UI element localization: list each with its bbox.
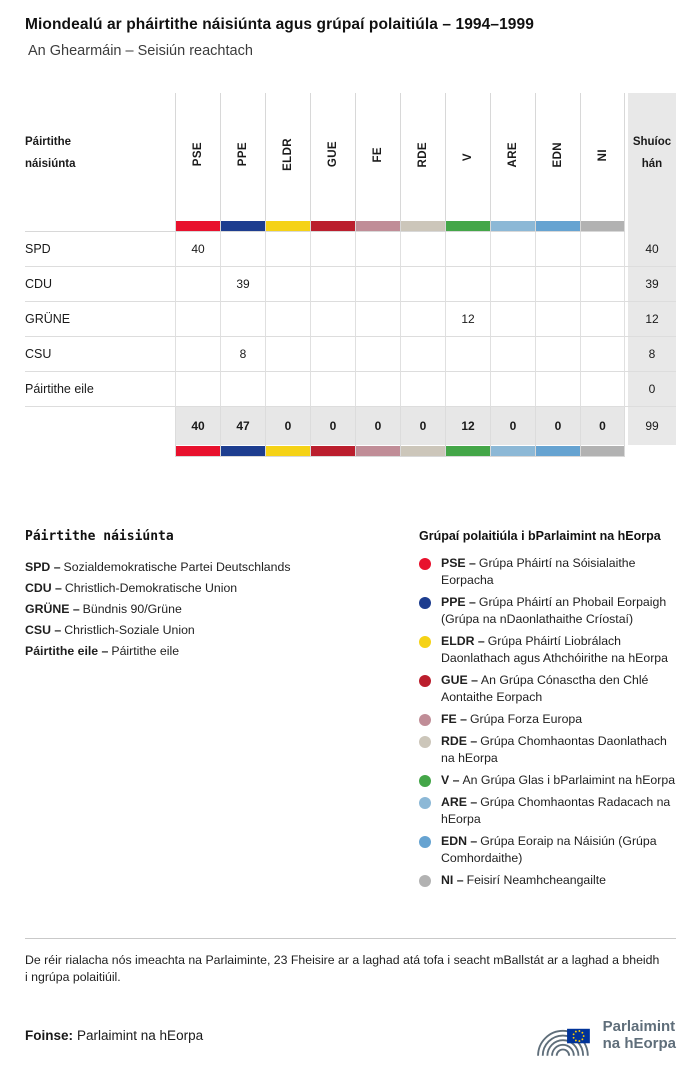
- group-color-bar-edn: [536, 446, 580, 456]
- seat-value-cell: [490, 372, 535, 407]
- column-header-edn: [535, 93, 580, 221]
- group-total-cell: 0: [400, 407, 445, 445]
- group-color-bar-gue: [311, 446, 355, 456]
- source-label: Foinse:: [25, 1027, 74, 1043]
- party-legend-desc: Sozialdemokratische Partei Deutschlands: [63, 560, 291, 574]
- group-legend-abbr: RDE –: [441, 734, 478, 748]
- column-header-eldr: [265, 93, 310, 221]
- party-legend-abbr: CSU –: [25, 623, 62, 637]
- group-legend-desc: Grúpa Chomhaontas Radacach na hEorpa: [441, 795, 671, 826]
- column-header-label: NI: [596, 148, 609, 161]
- source-line: [25, 1028, 203, 1043]
- party-legend-item: [25, 620, 397, 641]
- seat-value-cell: [490, 232, 535, 267]
- legend-parties-title: Páirtithe náisiúnta: [25, 529, 174, 544]
- column-header-label: ELDR: [282, 138, 294, 171]
- group-legend-item: [419, 772, 677, 789]
- column-header-label: V: [462, 152, 474, 161]
- group-color-bar-cell: [310, 445, 355, 457]
- group-legend-text: [441, 833, 677, 867]
- group-total-cell: 0: [265, 407, 310, 445]
- group-total-cell: 47: [220, 407, 265, 445]
- group-color-bar-cell: [445, 445, 490, 457]
- group-color-bar-gue: [311, 221, 355, 231]
- seat-value-cell: [175, 267, 220, 302]
- column-header-label: RDE: [417, 141, 429, 168]
- group-legend-desc: Grúpa Forza Europa: [469, 712, 583, 726]
- group-total-cell: 0: [535, 407, 580, 445]
- group-color-bar-cell: [220, 445, 265, 457]
- party-row: [25, 337, 676, 372]
- group-color-dot: [419, 675, 431, 687]
- group-color-bar-cell: [175, 221, 220, 232]
- party-row: [25, 372, 676, 407]
- seat-value-cell: [310, 372, 355, 407]
- seat-value-cell: [445, 372, 490, 407]
- seat-value-cell: [355, 337, 400, 372]
- footer: [25, 1012, 676, 1058]
- group-legend-item: [419, 594, 677, 628]
- group-color-dot: [419, 797, 431, 809]
- group-legend-abbr: NI –: [441, 873, 464, 887]
- group-color-bar-cell: [580, 445, 625, 457]
- group-total-cell: 0: [490, 407, 535, 445]
- group-color-bar-are: [491, 446, 535, 456]
- group-color-bar-cell: [310, 221, 355, 232]
- parliament-hemicycle-icon: [536, 1012, 594, 1058]
- legend-parties-list: [25, 557, 397, 662]
- group-legend-item: [419, 833, 677, 867]
- group-color-bar-cell: [490, 221, 535, 232]
- party-name-cell: Páirtithe eile: [25, 372, 175, 407]
- seat-value-cell: [580, 302, 625, 337]
- group-color-bar-ppe: [221, 446, 265, 456]
- group-legend-item: [419, 711, 677, 728]
- group-color-dot: [419, 875, 431, 887]
- group-legend-desc: Grúpa Eoraip na Náisiún (Grúpa Comhordaithe): [441, 834, 657, 865]
- row-group-header: [25, 93, 175, 221]
- party-total-cell: 40: [628, 232, 676, 267]
- seat-value-cell: [355, 302, 400, 337]
- seat-value-cell: [445, 232, 490, 267]
- group-color-bar-v: [446, 446, 490, 456]
- group-color-bar-cell: [175, 445, 220, 457]
- party-total-cell: 0: [628, 372, 676, 407]
- legend-groups-list: [419, 555, 677, 889]
- group-color-dot: [419, 775, 431, 787]
- group-color-bar-cell: [535, 221, 580, 232]
- party-legend-desc: Bündnis 90/Grüne: [82, 602, 182, 616]
- party-legend-item: [25, 557, 397, 578]
- footer-divider: [25, 938, 676, 939]
- seat-value-cell: [445, 337, 490, 372]
- seat-value-cell: [175, 337, 220, 372]
- column-header-pse: [175, 93, 220, 221]
- column-header-are: [490, 93, 535, 221]
- party-total-cell: 39: [628, 267, 676, 302]
- party-legend-desc: Christlich-Soziale Union: [64, 623, 195, 637]
- seat-value-cell: 39: [220, 267, 265, 302]
- party-legend-abbr: GRÜNE –: [25, 602, 80, 616]
- group-color-bar-edn: [536, 221, 580, 231]
- seat-value-cell: [355, 232, 400, 267]
- column-header-v: [445, 93, 490, 221]
- group-color-bar-fe: [356, 221, 400, 231]
- column-header-rde: [400, 93, 445, 221]
- seat-value-cell: 40: [175, 232, 220, 267]
- group-legend-abbr: GUE –: [441, 673, 478, 687]
- party-legend-desc: Páirtithe eile: [111, 644, 180, 658]
- group-color-bar-ni: [581, 446, 624, 456]
- party-legend-item: [25, 641, 397, 662]
- group-color-bar-eldr: [266, 446, 310, 456]
- group-color-bar-cell: [265, 445, 310, 457]
- seat-value-cell: [580, 232, 625, 267]
- party-row: [25, 267, 676, 302]
- group-legend-desc: Grúpa Chomhaontas Daonlathach na hEorpa: [441, 734, 667, 765]
- seat-value-cell: [580, 267, 625, 302]
- seat-value-cell: [490, 302, 535, 337]
- row-group-header-label: Páirtithe náisiúnta: [25, 135, 76, 170]
- party-row: [25, 232, 676, 267]
- group-total-cell: 12: [445, 407, 490, 445]
- group-color-bar-pse: [176, 221, 220, 231]
- group-legend-desc: An Grúpa Cónasctha den Chlé Aontaithe Eorpach: [441, 673, 649, 704]
- seat-value-cell: [220, 302, 265, 337]
- table-body: [25, 232, 676, 457]
- seat-value-cell: [175, 302, 220, 337]
- seat-value-cell: [490, 337, 535, 372]
- legend-political-groups: [419, 529, 677, 894]
- seat-value-cell: [580, 337, 625, 372]
- seat-value-cell: [535, 302, 580, 337]
- column-header-ni: [580, 93, 625, 221]
- group-color-dot: [419, 558, 431, 570]
- logo-line-2: na hEorpa: [602, 1035, 676, 1052]
- seat-value-cell: [490, 267, 535, 302]
- seat-value-cell: [535, 337, 580, 372]
- page-title: Miondealú ar pháirtithe náisiúnta agus grúpaí polaitiúla – 1994–1999: [25, 16, 534, 33]
- group-legend-desc: Grúpa Pháirtí na Sóisialaithe Eorpacha: [441, 556, 636, 587]
- party-legend-abbr: Páirtithe eile –: [25, 644, 109, 658]
- seats-matrix-table: [25, 93, 676, 457]
- seats-header: [628, 93, 676, 221]
- seat-value-cell: [265, 372, 310, 407]
- seat-value-cell: [400, 267, 445, 302]
- group-legend-item: [419, 872, 677, 889]
- table-head: [25, 93, 676, 232]
- seat-value-cell: [535, 372, 580, 407]
- party-total-cell: 8: [628, 337, 676, 372]
- group-total-cell: 0: [355, 407, 400, 445]
- seat-value-cell: [580, 372, 625, 407]
- column-header-gue: [310, 93, 355, 221]
- page-subtitle: An Ghearmáin – Seisiún reachtach: [28, 43, 253, 59]
- group-color-dot: [419, 836, 431, 848]
- seat-value-cell: [535, 267, 580, 302]
- totals-spacer: [25, 407, 175, 445]
- party-name-cell: CDU: [25, 267, 175, 302]
- group-color-bar-cell: [445, 221, 490, 232]
- seat-value-cell: [310, 337, 355, 372]
- group-legend-abbr: EDN –: [441, 834, 478, 848]
- group-legend-desc: Feisirí Neamhcheangailte: [466, 873, 606, 887]
- group-color-bar-rde: [401, 446, 445, 456]
- legend: [25, 529, 676, 894]
- group-color-bar-ni: [581, 221, 624, 231]
- party-name-cell: SPD: [25, 232, 175, 267]
- bar-row-spacer: [25, 221, 175, 232]
- seat-value-cell: [310, 232, 355, 267]
- group-color-bar-pse: [176, 446, 220, 456]
- grand-total-cell: 99: [628, 407, 676, 445]
- group-color-bar-cell: [355, 221, 400, 232]
- group-total-cell: 40: [175, 407, 220, 445]
- group-legend-abbr: PSE –: [441, 556, 476, 570]
- group-legend-text: [441, 794, 677, 828]
- group-legend-text: [441, 772, 675, 789]
- group-legend-item: [419, 555, 677, 589]
- seat-value-cell: [400, 372, 445, 407]
- seat-value-cell: [265, 337, 310, 372]
- seats-column-cell: [628, 445, 676, 457]
- column-header-label: FE: [372, 146, 384, 163]
- group-total-cell: 0: [310, 407, 355, 445]
- group-legend-desc: Grúpa Pháirtí Liobrálach Daonlathach agus Athchóirithe na hEorpa: [441, 634, 668, 665]
- group-legend-item: [419, 733, 677, 767]
- logo-line-1: Parlaimint: [602, 1018, 676, 1035]
- group-color-bar-fe: [356, 446, 400, 456]
- group-legend-text: [441, 633, 677, 667]
- group-color-bar-cell: [265, 221, 310, 232]
- group-legend-text: [441, 672, 677, 706]
- party-row: [25, 302, 676, 337]
- group-legend-abbr: PPE –: [441, 595, 476, 609]
- seat-value-cell: [535, 232, 580, 267]
- eu-flag-icon: [567, 1029, 590, 1044]
- seat-value-cell: 12: [445, 302, 490, 337]
- party-name-cell: GRÜNE: [25, 302, 175, 337]
- party-legend-desc: Christlich-Demokratische Union: [64, 581, 238, 595]
- group-legend-desc: An Grúpa Glas i bParlaimint na hEorpa: [462, 773, 676, 787]
- group-legend-text: [441, 711, 582, 728]
- group-color-bar-cell: [580, 221, 625, 232]
- seat-value-cell: [220, 372, 265, 407]
- group-legend-abbr: FE –: [441, 712, 467, 726]
- group-total-cell: 0: [580, 407, 625, 445]
- party-legend-item: [25, 578, 397, 599]
- legend-groups-title: Grúpaí polaitiúla i bParlaimint na hEorpa: [419, 529, 661, 543]
- seats-header-label: Shuíochán: [632, 135, 672, 170]
- color-bar-row-bottom: [25, 445, 676, 457]
- column-header-ppe: [220, 93, 265, 221]
- group-color-bar-cell: [400, 445, 445, 457]
- column-header-label: ARE: [507, 141, 519, 168]
- seat-value-cell: [400, 232, 445, 267]
- group-color-bar-cell: [400, 221, 445, 232]
- seat-value-cell: [310, 267, 355, 302]
- totals-row: [25, 407, 676, 445]
- group-legend-desc: Grúpa Pháirtí an Phobail Eorpaigh (Grúpa na nDaonlathaithe Críostaí): [441, 595, 667, 626]
- group-color-bar-are: [491, 221, 535, 231]
- bar-row-spacer: [25, 445, 175, 457]
- group-color-bar-cell: [355, 445, 400, 457]
- table-header-row: [25, 93, 676, 221]
- group-color-dot: [419, 736, 431, 748]
- seat-value-cell: [265, 232, 310, 267]
- party-legend-abbr: SPD –: [25, 560, 61, 574]
- group-color-bar-v: [446, 221, 490, 231]
- group-legend-text: [441, 594, 677, 628]
- column-header-label: PSE: [192, 142, 204, 167]
- party-name-cell: CSU: [25, 337, 175, 372]
- seat-value-cell: [175, 372, 220, 407]
- column-header-label: PPE: [237, 142, 249, 167]
- group-legend-abbr: ELDR –: [441, 634, 485, 648]
- group-color-dot: [419, 714, 431, 726]
- seat-value-cell: [400, 337, 445, 372]
- group-color-bar-cell: [220, 221, 265, 232]
- group-color-bar-ppe: [221, 221, 265, 231]
- seat-value-cell: [220, 232, 265, 267]
- group-color-bar-eldr: [266, 221, 310, 231]
- seat-value-cell: 8: [220, 337, 265, 372]
- group-color-dot: [419, 636, 431, 648]
- seat-value-cell: [400, 302, 445, 337]
- seats-column-cell: [628, 221, 676, 232]
- group-color-bar-rde: [401, 221, 445, 231]
- seat-value-cell: [355, 267, 400, 302]
- seat-value-cell: [265, 302, 310, 337]
- column-header-label: EDN: [552, 141, 564, 168]
- color-bar-row-top: [25, 221, 676, 232]
- group-color-bar-cell: [535, 445, 580, 457]
- group-legend-item: [419, 672, 677, 706]
- party-legend-item: [25, 599, 397, 620]
- european-parliament-logo: [536, 1012, 676, 1058]
- column-header-fe: [355, 93, 400, 221]
- group-legend-abbr: V –: [441, 773, 460, 787]
- source-text: Parlaimint na hEorpa: [77, 1027, 204, 1043]
- legend-national-parties: [25, 529, 397, 894]
- party-total-cell: 12: [628, 302, 676, 337]
- group-legend-text: [441, 555, 677, 589]
- group-legend-item: [419, 633, 677, 667]
- group-legend-item: [419, 794, 677, 828]
- group-color-dot: [419, 597, 431, 609]
- group-legend-text: [441, 733, 677, 767]
- seat-value-cell: [355, 372, 400, 407]
- procedural-note: De réir rialacha nós imeachta na Parlaiminte, 23 Fheisire ar a laghad atá tofa i seacht mBallstát ar a laghad a bheidh i ngrúpa polaitiúil.: [25, 953, 660, 984]
- group-color-bar-cell: [490, 445, 535, 457]
- group-legend-abbr: ARE –: [441, 795, 478, 809]
- group-legend-text: [441, 872, 606, 889]
- column-header-label: GUE: [327, 141, 339, 168]
- party-legend-abbr: CDU –: [25, 581, 62, 595]
- seat-value-cell: [265, 267, 310, 302]
- seat-value-cell: [445, 267, 490, 302]
- logo-wordmark: [603, 1018, 676, 1052]
- seat-value-cell: [310, 302, 355, 337]
